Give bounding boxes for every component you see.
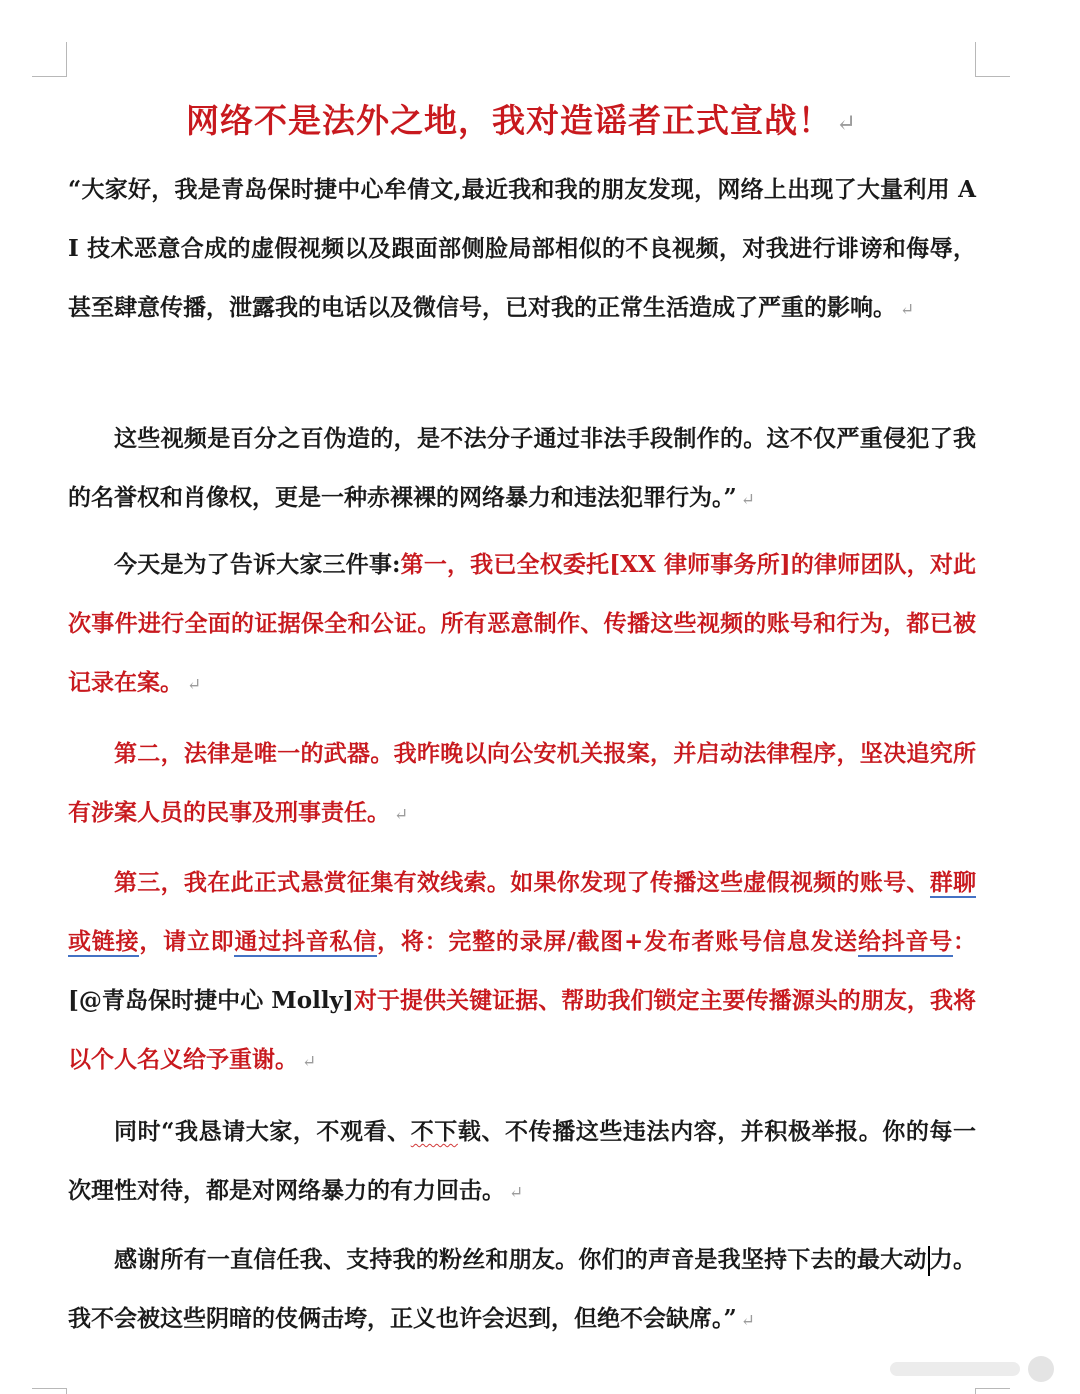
title-text: 网络不是法外之地，我对造谣者正式宣战！ — [185, 101, 832, 140]
paragraph-mark-icon: ↵ — [509, 1183, 524, 1203]
paragraph-forgery-statement[interactable] — [68, 409, 976, 530]
paragraph-lead-text: 今天是为了告诉大家三件事: — [114, 551, 401, 578]
paragraph-mark-icon: ↵ — [302, 1052, 317, 1072]
paragraph-thanks[interactable] — [68, 1230, 976, 1351]
paragraph-intro[interactable] — [68, 160, 976, 340]
paragraph-text: 载、不传播这些违法内容，并积极举报。你的每一次理性对待，都是对网络暴力的有力回击。 — [68, 1118, 977, 1204]
third-point-text: 第三，我在此正式悬赏征集有效线索。如果你发现了传播这些虚假视频的账号、 — [114, 869, 930, 896]
paragraph-text: 感谢所有一直信任我、支持我的粉丝和朋友。你们的声音是我坚持下去的最大动 — [114, 1246, 927, 1273]
paragraph-mark-icon: ↵ — [900, 300, 915, 320]
douyin-handle: [@青岛保时捷中心 Molly] — [68, 987, 354, 1014]
watermark — [890, 1353, 1054, 1385]
third-point-text: ，请立即 — [139, 928, 235, 955]
page-corner-bottom-right — [975, 1388, 1010, 1394]
paragraph-second-point[interactable] — [68, 724, 976, 845]
third-point-text: ，将：完整的录屏/截图+发布者账号信息发送 — [377, 928, 858, 955]
paragraph-mark-icon: ↵ — [187, 675, 202, 695]
page-corner-top-right — [975, 42, 1010, 77]
underlined-douyin-account: 给抖音号 — [857, 928, 954, 955]
third-point-text: 对于提供关键证据、帮助我们锁定主要传播源头的朋友，我将以个人名义给予重谢。 — [68, 987, 976, 1073]
paragraph-appeal[interactable] — [68, 1102, 976, 1223]
second-point-text: 第二，法律是唯一的武器。我昨晚以向公安机关报案，并启动法律程序，坚决追究所有涉案人员的民事及刑事责任。 — [68, 740, 976, 826]
underlined-douyin-message: 通过抖音私信 — [234, 928, 378, 955]
paragraph-mark-icon: ↵ — [394, 805, 409, 825]
paragraph-mark-icon: ↵ — [835, 109, 858, 137]
paragraph-mark-icon: ↵ — [740, 1311, 755, 1331]
paragraph-text: “大家好，我是青岛保时捷中心牟倩文,最近我和我的朋友发现，网络上出现了大量利用 AI 技术恶意合成的虚假视频以及跟面部侧脸局部相似的不良视频，对我进行诽谤和侮辱，甚至肆意传播，泄露我的电话以及微信号，已对我的正常生活造成了严重的影响。 — [68, 176, 976, 321]
page-corner-top-left — [32, 42, 67, 77]
page-corner-bottom-left — [32, 1388, 67, 1394]
paragraph-text: 这些视频是百分之百伪造的，是不法分子通过非法手段制作的。这不仅严重侵犯了我的名誉权和肖像权，更是一种赤裸裸的网络暴力和违法犯罪行为。” — [68, 425, 976, 511]
underlined-group-chat-link: 群聊或链接 — [68, 869, 977, 955]
paragraph-text: 同时“我恳请大家，不观看、 — [114, 1118, 411, 1145]
paragraph-third-point[interactable] — [68, 853, 976, 1092]
document-title — [68, 96, 975, 148]
paragraph-mark-icon: ↵ — [740, 490, 755, 510]
watermark-bar — [890, 1362, 1020, 1376]
paragraph-text: 力。我不会被这些阴暗的伎俩击垮，正义也许会迟到，但绝不会缺席。” — [68, 1246, 977, 1332]
third-point-text: ： — [953, 928, 977, 955]
paragraph-first-point[interactable] — [68, 535, 976, 715]
first-point-text: 第一，我已全权委托[XX 律师事务所]的律师团队，对此次事件进行全面的证据保全和公证。所有恶意制作、传播这些视频的账号和行为，都已被记录在案。 — [68, 551, 976, 696]
watermark-dot — [1028, 1356, 1054, 1382]
spellcheck-flagged-text: 不下 — [410, 1118, 458, 1145]
